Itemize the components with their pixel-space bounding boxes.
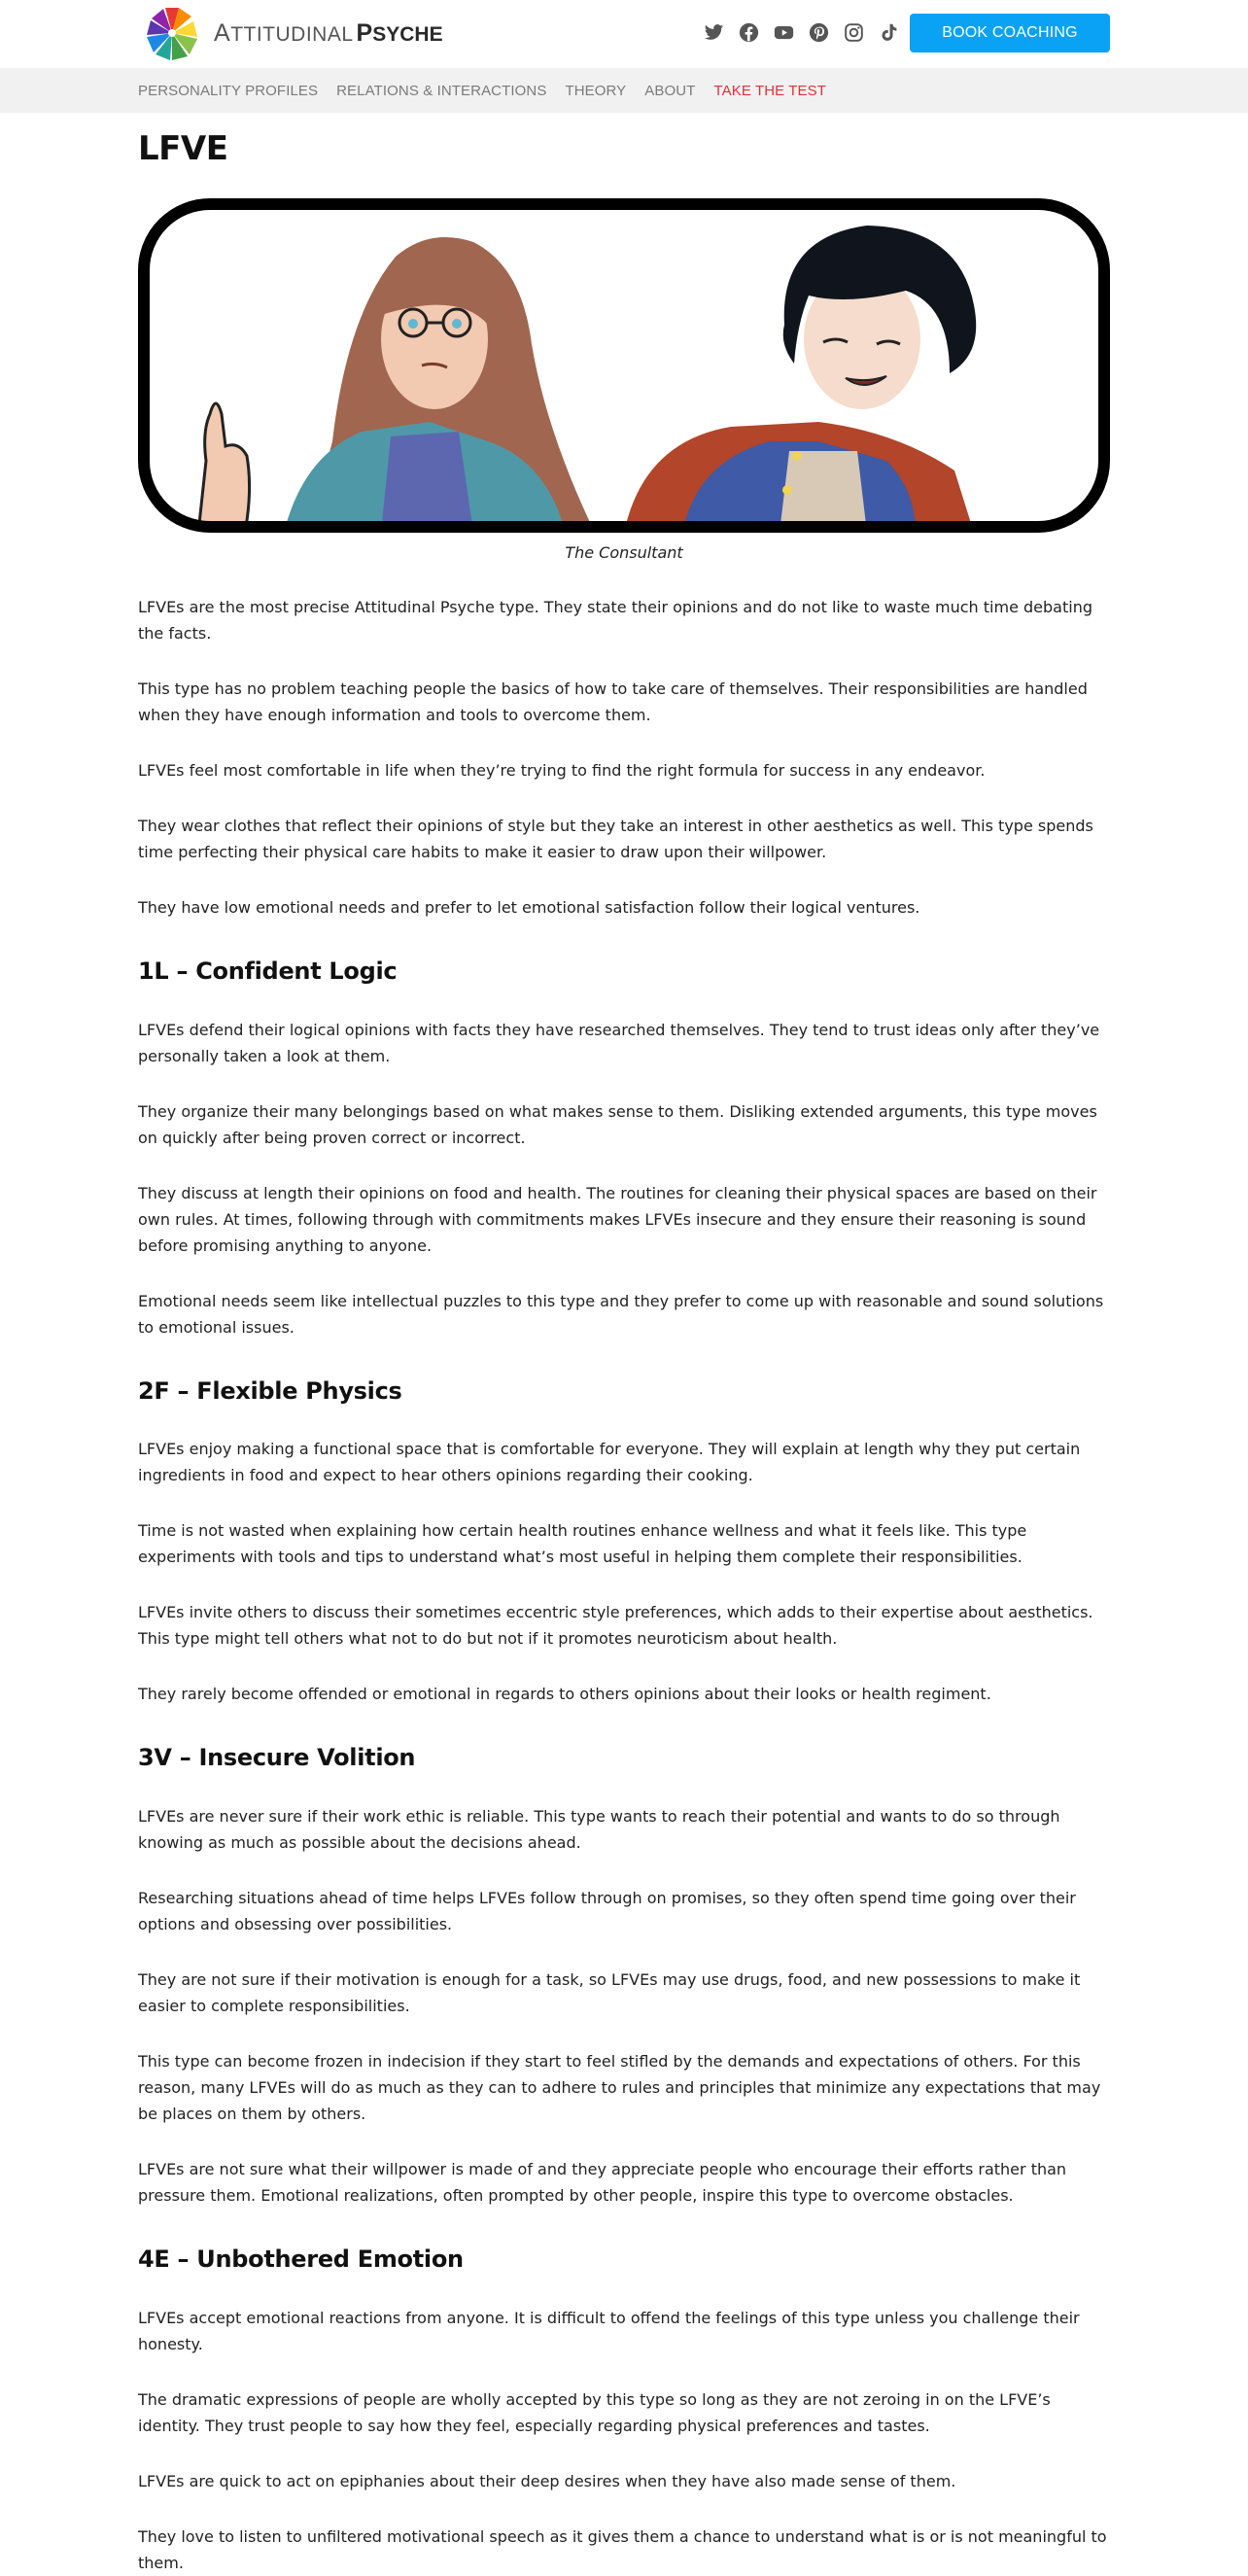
- section-paragraph: LFVEs defend their logical opinions with facts they have researched themselves. They tend to trust ideas only after they’ve personally taken a look at them.: [138, 1020, 1100, 1065]
- section-paragraph: Time is not wasted when explaining how certain health routines enhance wellness and what it feels like. This type experiments with tools and tips to understand what’s most useful in helping them complete their responsibilities.: [138, 1521, 1027, 1567]
- intro-paragraph: LFVEs are the most precise Attitudinal Psyche type. They state their opinions and do not like to waste much time debating the facts.: [138, 597, 1092, 643]
- twitter-icon[interactable]: [704, 22, 724, 43]
- section-paragraph: LFVEs are not sure what their willpower is made of and they appreciate people who encourage their efforts rather than pressure them. Emotional realizations, often prompted by other people, inspire this type to overcome obstacles.: [138, 2160, 1067, 2206]
- nav-item-relations-interactions[interactable]: RELATIONS & INTERACTIONS: [336, 82, 547, 99]
- section-paragraph: LFVEs are never sure if their work ethic is reliable. This type wants to reach their potential and wants to do so through knowing as much as possible about the decisions ahead.: [138, 1807, 1060, 1853]
- social-links: [704, 17, 899, 47]
- figure-caption: The Consultant: [565, 542, 683, 562]
- instagram-icon[interactable]: [844, 22, 864, 43]
- section-paragraph: They discuss at length their opinions on food and health. The routines for cleaning their physical spaces are based on their own rules. At times, following through with commitments makes LFVEs insecure and they ensure their reasoning is sound before promising anything to anyone.: [138, 1183, 1097, 1255]
- section-paragraph: They love to listen to unfiltered motivational speech as it gives them a chance to understand what is or is not meaningful to them.: [138, 2526, 1107, 2572]
- logo-light-word: TTITUDINAL: [230, 22, 354, 46]
- main-nav: [0, 68, 1248, 113]
- section-heading: 3V – Insecure Volition: [138, 1744, 416, 1772]
- hero-illustration: [138, 198, 1110, 533]
- section-paragraph: LFVEs invite others to discuss their sometimes eccentric style preferences, which adds to their expertise about aesthetics. This type might tell others what not to do but not if it promotes neuroticism about health.: [138, 1603, 1093, 1649]
- logo-bold-initial: P: [356, 18, 373, 47]
- nav-item-personality-profiles[interactable]: PERSONALITY PROFILES: [138, 82, 319, 99]
- nav-item-about[interactable]: ABOUT: [644, 82, 696, 99]
- section-insecure-volition: [138, 1744, 1110, 2209]
- section-paragraph: LFVEs enjoy making a functional space that is comfortable for everyone. They will explain at length why they put certain ingredients in food and expect to hear others opinions regarding their cooking.: [138, 1440, 1081, 1485]
- intro-paragraph: This type has no problem teaching people the basics of how to take care of themselves. Their responsibilities are handled when they have enough information and tools to overcome them.: [138, 679, 1088, 724]
- section-heading: 1L – Confident Logic: [138, 957, 398, 985]
- section-confident-logic: [138, 957, 1110, 1340]
- section-paragraph: The dramatic expressions of people are wholly accepted by this type so long as they are not zeroing in on the LFVE’s identity. They trust people to say how they feel, especially regarding physical preferences and tastes.: [138, 2389, 1051, 2435]
- facebook-icon[interactable]: [739, 22, 759, 43]
- pinterest-icon[interactable]: [809, 22, 829, 43]
- logo-bold-word: SYCHE: [372, 22, 443, 46]
- section-paragraph: They rarely become offended or emotional in regards to others opinions about their looks or health regiment.: [138, 1685, 991, 1704]
- tiktok-icon[interactable]: [879, 22, 899, 43]
- section-paragraph: LFVEs are quick to act on epiphanies about their deep desires when they have also made sense of them.: [138, 2471, 956, 2490]
- section-heading: 2F – Flexible Physics: [138, 1376, 402, 1405]
- logo-wordmark: [214, 19, 443, 48]
- section-paragraph: Researching situations ahead of time helps LFVEs follow through on promises, so they often spend time going over their options and obsessing over possibilities.: [138, 1889, 1076, 1934]
- youtube-icon[interactable]: [774, 22, 794, 43]
- logo-light-initial: A: [214, 18, 231, 47]
- hero-figure: [138, 198, 1110, 562]
- intro-paragraph: They wear clothes that reflect their opinions of style but they take an interest in other aesthetics as well. This type spends time perfecting their physical care habits to make it easier to draw upon their willpower.: [138, 816, 1093, 861]
- color-wheel-logo-icon: [142, 4, 202, 62]
- section-paragraph: Emotional needs seem like intellectual puzzles to this type and they prefer to come up with reasonable and sound solutions to emotional issues.: [138, 1291, 1104, 1337]
- site-logo[interactable]: [142, 4, 443, 62]
- nav-item-theory[interactable]: THEORY: [565, 82, 627, 99]
- section-paragraph: They organize their many belongings based on what makes sense to them. Disliking extended arguments, this type moves on quickly after being proven correct or incorrect.: [138, 1101, 1097, 1147]
- section-paragraph: This type can become frozen in indecision if they start to feel stifled by the demands and expectations of others. For this reason, many LFVEs will do as much as they can to adhere to rules and principles that minimize any expectations that may be places on them by others.: [138, 2052, 1101, 2124]
- section-flexible-physics: [138, 1377, 1110, 1708]
- book-coaching-button[interactable]: BOOK COACHING: [910, 14, 1110, 52]
- intro-section: [138, 594, 1110, 921]
- article: [138, 113, 1110, 2576]
- nav-item-take-the-test[interactable]: TAKE THE TEST: [713, 82, 826, 99]
- section-unbothered-emotion: [138, 2245, 1110, 2576]
- page-title: LFVE: [138, 129, 228, 168]
- section-paragraph: LFVEs accept emotional reactions from anyone. It is difficult to offend the feelings of this type unless you challenge their honesty.: [138, 2308, 1080, 2353]
- intro-paragraph: They have low emotional needs and prefer to let emotional satisfaction follow their logical ventures.: [138, 897, 920, 917]
- intro-paragraph: LFVEs feel most comfortable in life when they’re trying to find the right formula for success in any endeavor.: [138, 760, 986, 780]
- site-header: [0, 0, 1248, 68]
- section-heading: 4E – Unbothered Emotion: [138, 2245, 464, 2274]
- section-paragraph: They are not sure if their motivation is enough for a task, so LFVEs may use drugs, food, and new possessions to make it easier to complete responsibilities.: [138, 1970, 1081, 2016]
